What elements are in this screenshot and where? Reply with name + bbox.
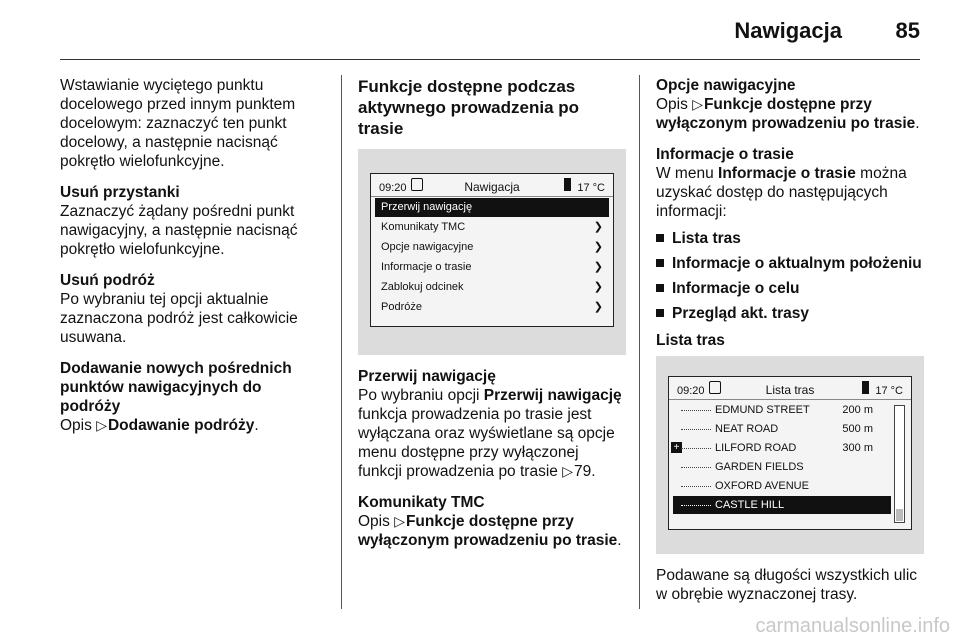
column-divider-2 bbox=[639, 75, 640, 609]
chevron-right-icon: ❯ bbox=[593, 281, 603, 293]
ref-suffix: . bbox=[617, 532, 622, 549]
body-text: Po wybraniu opcji bbox=[358, 387, 480, 404]
section-remove-stops bbox=[60, 183, 322, 259]
intro-paragraph: Wstawianie wyciętego punktu docelowego przed innym punktem docelowym: zaznaczyć ten punkt docelowy, a następnie nacisnąć pokrętło wielofunkcyjne. bbox=[60, 77, 296, 170]
bold-term: Informacje o trasie bbox=[718, 165, 856, 182]
menu-item-route-info[interactable] bbox=[375, 258, 609, 277]
menu-item-trips[interactable] bbox=[375, 298, 609, 317]
section-heading: Komunikaty TMC bbox=[358, 494, 485, 511]
column-3 bbox=[656, 76, 924, 616]
menu-item-label: Informacje o trasie bbox=[381, 261, 472, 273]
bold-term: Przerwij nawigację bbox=[483, 387, 622, 404]
body-text: W menu bbox=[656, 165, 714, 182]
body-text: funkcja prowadzenia po trasie jest wyłączana oraz wyświetlane są opcje menu dostępne przy wyłączonej funkcji prowadzenia po trasie bbox=[358, 406, 615, 480]
list-item-label: Informacje o aktualnym położeniu bbox=[672, 255, 922, 272]
section-nav-options bbox=[656, 76, 924, 133]
column-2 bbox=[358, 76, 626, 562]
navigation-menu-screen bbox=[370, 173, 614, 327]
column-1 bbox=[60, 76, 322, 447]
menu-item-label: Komunikaty TMC bbox=[381, 221, 466, 233]
header-divider bbox=[60, 59, 920, 60]
section-heading: Lista tras bbox=[656, 332, 725, 349]
route-list-caption: Podawane są długości wszystkich ulic w obrębie wyznaczonej trasy. bbox=[656, 567, 918, 603]
tree-connector bbox=[681, 429, 711, 430]
page-header bbox=[0, 0, 960, 58]
reference-arrow-icon: ▷ bbox=[394, 513, 405, 529]
ref-prefix: Opis bbox=[60, 417, 92, 434]
cross-reference-link[interactable]: Funkcje dostępne przy wyłączonym prowadzeniu po trasie bbox=[656, 96, 916, 132]
menu-item-nav-options[interactable] bbox=[375, 238, 609, 257]
page-reference[interactable]: 79. bbox=[573, 463, 596, 480]
list-scrollbar[interactable] bbox=[894, 405, 905, 523]
section-heading: Usuń podróż bbox=[60, 272, 155, 289]
menu-item-block-section[interactable] bbox=[375, 278, 609, 297]
section-title: Funkcje dostępne podczas aktywnego prowadzenia po trasie bbox=[358, 77, 580, 138]
menu-item-label: Podróże bbox=[381, 301, 422, 313]
route-row-selected[interactable] bbox=[673, 496, 891, 514]
chapter-title: Nawigacja bbox=[734, 18, 842, 43]
street-distance: 300 m bbox=[842, 442, 873, 454]
screen-status-bar bbox=[669, 377, 911, 400]
section-heading: Usuń przystanki bbox=[60, 184, 180, 201]
column-divider-1 bbox=[341, 75, 342, 609]
screen-title: Nawigacja bbox=[464, 180, 520, 194]
tree-connector bbox=[681, 448, 711, 449]
route-list-screen-figure bbox=[656, 356, 924, 554]
ref-prefix: Opis bbox=[358, 513, 390, 530]
section-stop-navigation bbox=[358, 367, 626, 481]
section-route-info bbox=[656, 145, 924, 221]
route-row[interactable] bbox=[673, 477, 891, 495]
list-item bbox=[656, 304, 924, 323]
page-number: 85 bbox=[895, 18, 920, 43]
cross-reference-link[interactable]: Dodawanie podróży bbox=[107, 417, 255, 434]
route-info-list bbox=[656, 229, 924, 323]
chevron-right-icon: ❯ bbox=[593, 241, 603, 253]
cross-reference-link[interactable]: Funkcje dostępne przy wyłączonym prowadzeniu po trasie bbox=[358, 513, 618, 549]
ref-prefix: Opis bbox=[656, 96, 688, 113]
reference-arrow-icon: ▷ bbox=[562, 463, 573, 479]
scrollbar-thumb[interactable] bbox=[896, 509, 903, 521]
reference-arrow-icon: ▷ bbox=[96, 417, 107, 433]
reference-arrow-icon: ▷ bbox=[692, 96, 703, 112]
list-item-label: Informacje o celu bbox=[672, 280, 800, 297]
section-body: Po wybraniu tej opcji aktualnie zaznaczona podróż jest całkowicie usuwana. bbox=[60, 291, 298, 346]
phone-icon bbox=[862, 381, 869, 394]
body-text: można uzyskać dostęp do następujących informacji: bbox=[656, 165, 907, 220]
chevron-right-icon: ❯ bbox=[593, 301, 603, 313]
tree-connector bbox=[681, 486, 711, 487]
street-name: LILFORD ROAD bbox=[715, 442, 797, 454]
route-row[interactable] bbox=[673, 420, 891, 438]
expand-plus-icon[interactable]: + bbox=[671, 442, 682, 453]
street-distance: 500 m bbox=[842, 423, 873, 435]
tree-connector bbox=[681, 505, 711, 506]
section-heading: Informacje o trasie bbox=[656, 146, 794, 163]
chevron-right-icon: ❯ bbox=[593, 261, 603, 273]
clock: 09:20 bbox=[677, 385, 705, 397]
street-name: GARDEN FIELDS bbox=[715, 461, 804, 473]
tree-connector bbox=[681, 467, 711, 468]
section-add-waypoints bbox=[60, 359, 322, 435]
menu-item-label: Przerwij nawigację bbox=[381, 201, 473, 213]
phone-icon bbox=[564, 178, 571, 191]
street-name: CASTLE HILL bbox=[715, 499, 785, 511]
bullet-square-icon bbox=[656, 309, 664, 317]
route-row[interactable] bbox=[673, 458, 891, 476]
list-item bbox=[656, 254, 924, 273]
temperature: 17 °C bbox=[577, 182, 605, 194]
ref-suffix: . bbox=[915, 115, 920, 132]
bullet-square-icon bbox=[656, 284, 664, 292]
bullet-square-icon bbox=[656, 234, 664, 242]
list-item-label: Lista tras bbox=[672, 230, 741, 247]
route-list-screen bbox=[668, 376, 912, 530]
section-body: Zaznaczyć żądany pośredni punkt nawigacyjny, a następnie nacisnąć pokrętło wielofunkcyjne. bbox=[60, 203, 298, 258]
bullet-square-icon bbox=[656, 259, 664, 267]
navigation-screen-figure bbox=[358, 149, 626, 355]
menu-item-stop-navigation[interactable] bbox=[375, 198, 609, 217]
screen-status-bar bbox=[371, 174, 613, 197]
street-name: NEAT ROAD bbox=[715, 423, 779, 435]
list-item-label: Przegląd akt. trasy bbox=[672, 305, 809, 322]
section-heading: Przerwij nawigację bbox=[358, 368, 496, 385]
menu-item-label: Zablokuj odcinek bbox=[381, 281, 464, 293]
chevron-right-icon: ❯ bbox=[593, 221, 603, 233]
street-name: EDMUND STREET bbox=[715, 404, 810, 416]
street-distance: 200 m bbox=[842, 404, 873, 416]
menu-item-label: Opcje nawigacyjne bbox=[381, 241, 474, 253]
street-name: OXFORD AVENUE bbox=[715, 480, 809, 492]
route-row[interactable] bbox=[673, 439, 891, 457]
section-heading: Dodawanie nowych pośrednich punktów nawigacyjnych do podróży bbox=[60, 360, 292, 415]
list-item bbox=[656, 279, 924, 298]
screen-title: Lista tras bbox=[765, 383, 815, 397]
section-heading: Opcje nawigacyjne bbox=[656, 77, 796, 94]
route-row[interactable] bbox=[673, 401, 891, 419]
section-tmc bbox=[358, 493, 626, 550]
ref-suffix: . bbox=[254, 417, 259, 434]
section-remove-trip bbox=[60, 271, 322, 347]
temperature: 17 °C bbox=[875, 385, 903, 397]
clock: 09:20 bbox=[379, 182, 407, 194]
tree-connector bbox=[681, 410, 711, 411]
watermark: carmanualsonline.info bbox=[755, 615, 950, 637]
list-item bbox=[656, 229, 924, 248]
menu-item-tmc[interactable] bbox=[375, 218, 609, 237]
